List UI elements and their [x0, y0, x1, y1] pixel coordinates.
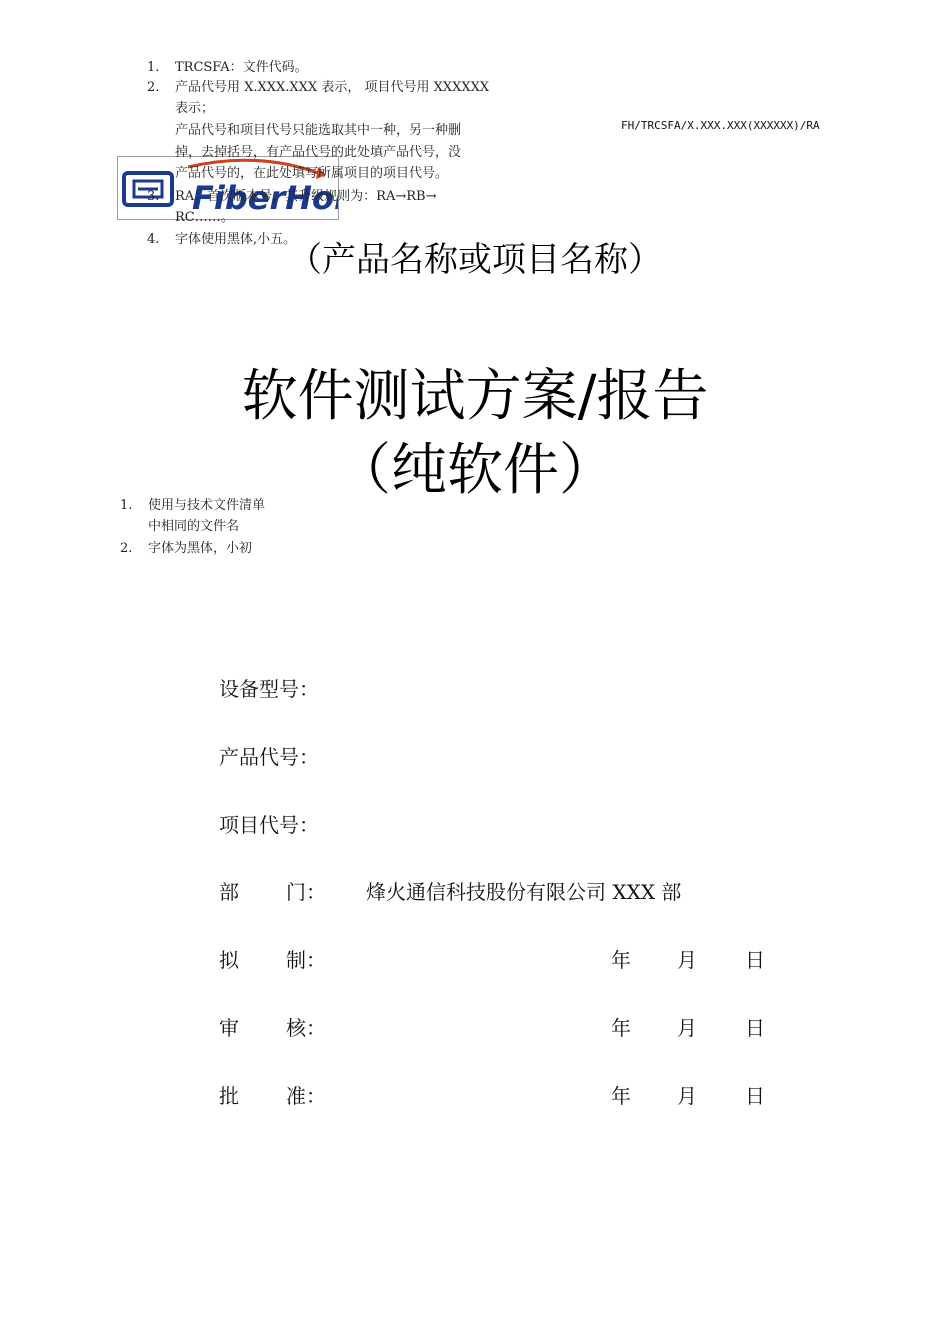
project-code-label: 项目代号： [219, 813, 319, 837]
review-label-a: 审 [219, 1016, 239, 1040]
product-code-label: 产品代号： [219, 745, 319, 769]
header-notes [147, 58, 567, 258]
department-label-a: 部 [219, 880, 239, 904]
note-2-line-1: 产品代号用 X.XXX.XXX 表示， 项目代号用 XXXXXX [175, 80, 490, 95]
approve-year: 年 [611, 1084, 631, 1108]
note-3-line-2: RC……。 [175, 210, 234, 225]
title-note-2-num: 2. [120, 541, 133, 556]
title-note-1-line-1: 使用与技术文件清单 [148, 498, 266, 513]
note-2-line-4: 掉，去掉括号，有产品代号的此处填产品代号，没 [175, 145, 462, 160]
approve-day: 日 [745, 1084, 765, 1108]
note-2-line-5: 产品代号的，在此处填写所属项目的项目代号。 [175, 166, 449, 181]
approve-label-a: 批 [219, 1084, 239, 1108]
product-title: （产品名称或项目名称） [288, 240, 662, 280]
document-code: FH/TRCSFA/X.XXX.XXX(XXXXXX)/RA [621, 119, 820, 132]
draft-label-b: 制： [286, 948, 326, 972]
title-notes [120, 496, 340, 566]
department-value: 烽火通信科技股份有限公司 XXX 部 [366, 880, 682, 904]
approve-label-b: 准： [286, 1084, 326, 1108]
note-3-line-1: RA：首次版本号，其升级规则为：RA→RB→ [175, 189, 437, 204]
draft-year: 年 [611, 948, 631, 972]
note-3-num: 3. [147, 189, 160, 204]
approve-month: 月 [677, 1084, 697, 1108]
draft-day: 日 [745, 948, 765, 972]
review-label-b: 核： [286, 1016, 326, 1040]
department-label-b: 门： [286, 880, 326, 904]
device-model-label: 设备型号： [219, 677, 319, 701]
review-month: 月 [677, 1016, 697, 1040]
draft-month: 月 [677, 948, 697, 972]
note-2-num: 2. [147, 80, 160, 95]
review-year: 年 [611, 1016, 631, 1040]
sub-title: （纯软件） [335, 438, 615, 503]
note-4-num: 4. [147, 232, 160, 247]
draft-label-a: 拟 [219, 948, 239, 972]
main-title: 软件测试方案/报告 [241, 364, 709, 429]
review-day: 日 [745, 1016, 765, 1040]
title-note-2-line-1: 字体为黑体，小初 [148, 541, 253, 556]
note-2-line-2: 表示； [175, 101, 215, 116]
note-1-line-1: TRCSFA：文件代码。 [175, 60, 308, 75]
logo-wordmark: FiberHo [192, 179, 334, 217]
title-note-1-num: 1. [120, 498, 133, 513]
note-2-line-3: 产品代号和项目代号只能选取其中一种，另一种删 [175, 123, 462, 138]
note-1-num: 1. [147, 60, 160, 75]
note-4-line-1: 字体使用黑体,小五。 [175, 232, 297, 247]
title-note-1-line-2: 中相同的文件名 [148, 519, 240, 534]
